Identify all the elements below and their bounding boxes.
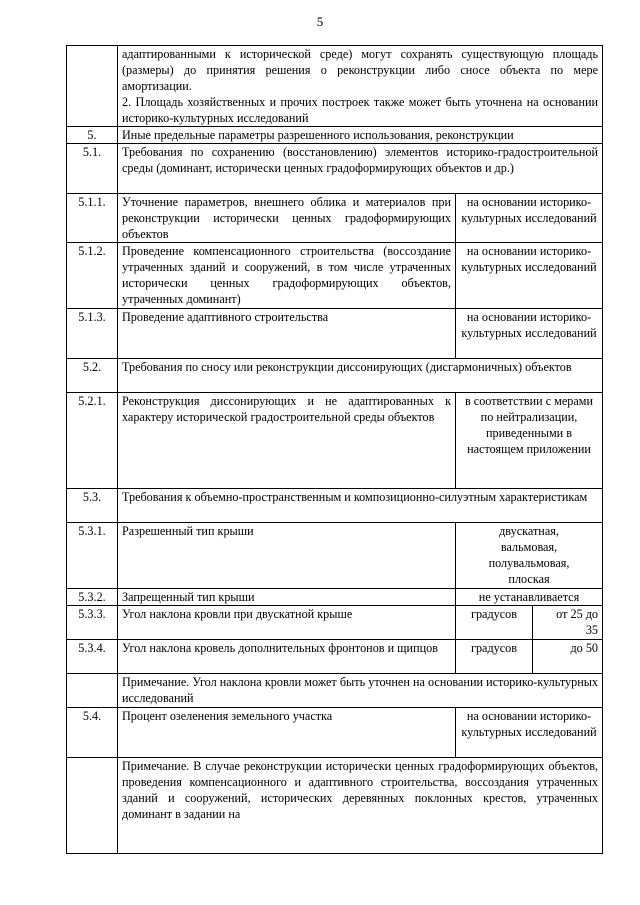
note-text: Примечание. Угол наклона кровли может быть уточнен на основании историко-культурных исследований — [118, 674, 603, 708]
row-text: Уточнение параметров, внешнего облика и материалов при реконструкции исторически ценных градоформирующих объектов — [118, 194, 456, 243]
table-row-note-2 — [67, 758, 603, 854]
row-text: Угол наклона кровли при двускатной крыше — [118, 606, 456, 640]
row-number: 5.3.3. — [67, 606, 118, 640]
table-row-intro — [67, 46, 603, 127]
table-row-5-3-2 — [67, 589, 603, 606]
row-text: Реконструкция диссонирующих и не адаптированных к характеру исторической градостроительной среды объектов — [118, 393, 456, 489]
row-text: Разрешенный тип крыши — [118, 523, 456, 589]
row-value: от 25 до 35 — [533, 606, 603, 640]
table-row-5-3-3 — [67, 606, 603, 640]
row-text: Требования по сносу или реконструкции диссонирующих (дисгармоничных) объектов — [118, 359, 603, 393]
table-row-note-1 — [67, 674, 603, 708]
row-text: Иные предельные параметры разрешенного использования, реконструкции — [118, 127, 603, 144]
row-number: 5.1.1. — [67, 194, 118, 243]
row-text: Проведение адаптивного строительства — [118, 309, 456, 359]
table-row-5-3-4 — [67, 640, 603, 674]
regulations-table — [66, 45, 603, 854]
row-number: 5.4. — [67, 708, 118, 758]
table-row-5-3 — [67, 489, 603, 523]
row-text: Требования к объемно-пространственным и композиционно-силуэтным характеристикам — [118, 489, 603, 523]
row-text: Проведение компенсационного строительства (воссоздание утраченных зданий и сооружений, в том числе утраченных исторически ценных градоформирующих объектов, утраченных доминант) — [118, 243, 456, 309]
row-text: Процент озеленения земельного участка — [118, 708, 456, 758]
table-row-5-1-1 — [67, 194, 603, 243]
row-value: на основании историко-культурных исследований — [456, 243, 603, 309]
row-text: Требования по сохранению (восстановлению) элементов историко-градостроительной среды (доминант, исторически ценных градоформирующих объектов и др.) — [118, 144, 603, 194]
row-value: не устанавливается — [456, 589, 603, 606]
cell-text — [118, 46, 603, 127]
row-value: в соответствии с мерами по нейтрализации, приведенными в настоящем приложении — [456, 393, 603, 489]
row-number: 5.3. — [67, 489, 118, 523]
note-text: Примечание. В случае реконструкции исторически ценных градоформирующих объектов, проведения компенсационного и адаптивного строительства, воссоздания утраченных зданий и сооружений, исторических деревянных поклонных крестов, утраченных доминант в задании на — [118, 758, 603, 854]
table-row-5-4 — [67, 708, 603, 758]
row-number: 5.3.4. — [67, 640, 118, 674]
cell-num — [67, 674, 118, 708]
row-number: 5.1.2. — [67, 243, 118, 309]
table-row-5-1-3 — [67, 309, 603, 359]
page-number: 5 — [316, 14, 324, 29]
table-row-5 — [67, 127, 603, 144]
cell-num — [67, 46, 118, 127]
table-row-5-2 — [67, 359, 603, 393]
row-number: 5.2.1. — [67, 393, 118, 489]
intro-paragraph-1: адаптированными к исторической среде) могут сохранять существующую площадь (размеры) до принятия решения о реконструкции либо сносе объекта по мере амортизации. — [122, 47, 599, 93]
table-row-5-1 — [67, 144, 603, 194]
row-value: на основании историко-культурных исследований — [456, 309, 603, 359]
row-number: 5.1.3. — [67, 309, 118, 359]
row-number: 5.3.1. — [67, 523, 118, 589]
row-value: двускатная, вальмовая, полувальмовая, плоская — [456, 523, 603, 589]
row-value: на основании историко-культурных исследований — [456, 194, 603, 243]
row-number: 5. — [67, 127, 118, 144]
row-value: до 50 — [533, 640, 603, 674]
row-value: на основании историко-культурных исследований — [456, 708, 603, 758]
table-row-5-2-1 — [67, 393, 603, 489]
row-text: Угол наклона кровель дополнительных фронтонов и щипцов — [118, 640, 456, 674]
row-number: 5.2. — [67, 359, 118, 393]
table-row-5-3-1 — [67, 523, 603, 589]
intro-paragraph-2: 2. Площадь хозяйственных и прочих построек также может быть уточнена на основании историко-культурных исследований — [122, 95, 599, 125]
table-row-5-1-2 — [67, 243, 603, 309]
row-text: Запрещенный тип крыши — [118, 589, 456, 606]
row-number: 5.3.2. — [67, 589, 118, 606]
row-unit: градусов — [456, 606, 533, 640]
row-unit: градусов — [456, 640, 533, 674]
row-number: 5.1. — [67, 144, 118, 194]
cell-num — [67, 758, 118, 854]
